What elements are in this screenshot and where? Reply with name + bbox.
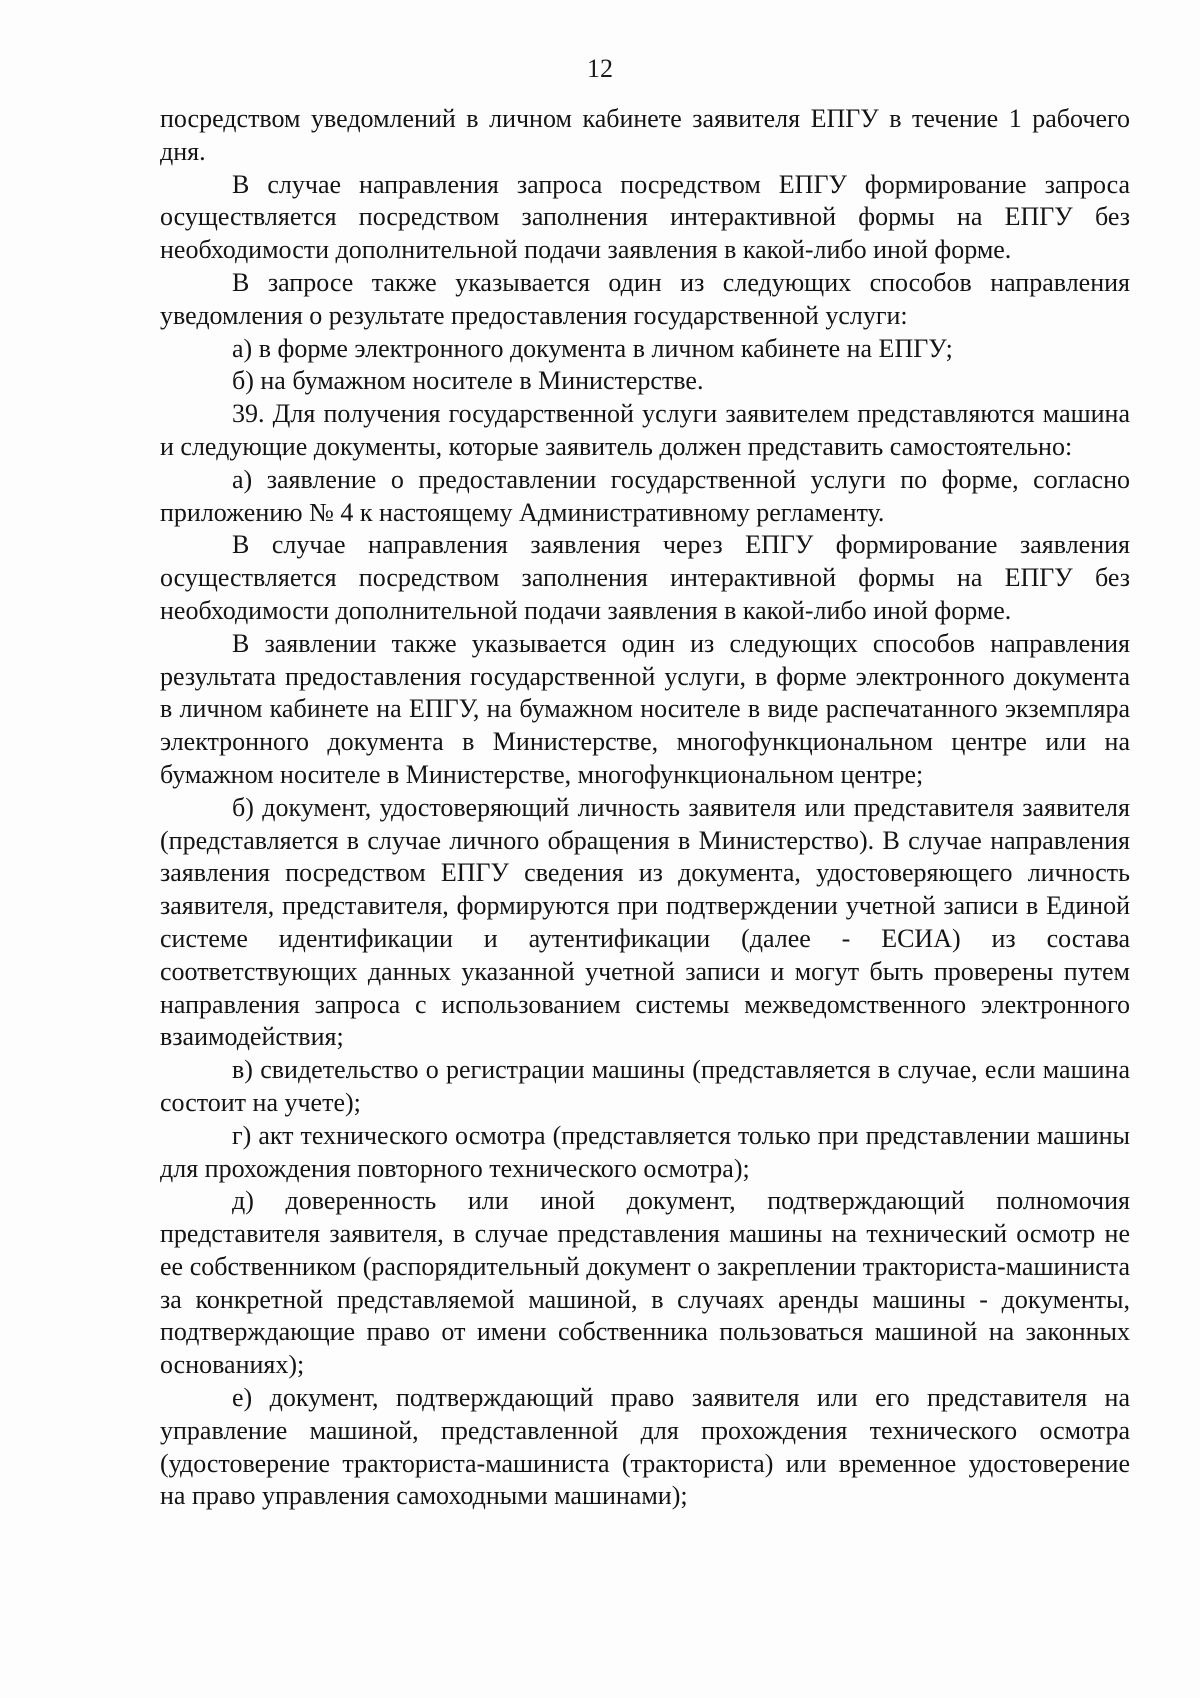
list-item-b-identity-document: б) документ, удостоверяющий личность заявителя или представителя заявителя (представляется в случае личного обращения в Министерство). В случае направления заявления посредством ЕПГУ сведения из документа, удостоверяющего личность заявителя, представителя, формируются при подтверждении учетной записи в Единой системе идентификации и аутентификации (далее - ЕСИА) из состава соответствующих данных указанной учетной записи и могут быть проверены путем направления запроса с использованием системы межведомственного электронного взаимодействия; [160,792,1130,1052]
list-item-d-power-of-attorney: д) доверенность или иной документ, подтверждающий полномочия представителя заявителя, в случае представления машины на технический осмотр не ее собственником (распорядительный документ о закреплении тракториста-машиниста за конкретной представляемой машиной, в случаях аренды машины - документы, подтверждающие право от имени собственника пользоваться машиной на законных основаниях); [160,1186,1130,1380]
list-item-a-application: а) заявление о предоставлении государственной услуги по форме, согласно приложению № 4 к настоящему Административному регламенту. [160,464,1130,527]
list-item-g-inspection-act: г) акт технического осмотра (представляется только при представлении машины для прохождения повторного технического осмотра); [160,1120,1130,1183]
paragraph-continuation: посредством уведомлений в личном кабинете заявителя ЕПГУ в течение 1 рабочего дня. [160,104,1130,166]
paragraph-epgu-application: В случае направления заявления через ЕПГУ формирование заявления осуществляется посредством заполнения интерактивной формы на ЕПГУ без необходимости дополнительной подачи заявления в какой-либо иной форме. [160,530,1130,625]
list-item-v-registration-certificate: в) свидетельство о регистрации машины (представляется в случае, если машина состоит на учете); [160,1055,1130,1117]
list-item-b-paper: б) на бумажном носителе в Министерстве. [232,366,704,396]
paragraph-result-methods: В заявлении также указывается один из следующих способов направления результата предоставления государственной услуги, в форме электронного документа в личном кабинете на ЕПГУ, на бумажном носителе в виде распечатанного экземпляра электронного документа в Министерстве, многофункциональном центре или на бумажном носителе в Министерстве, многофункциональном центре; [160,628,1130,789]
list-item-e-driver-license: е) документ, подтверждающий право заявителя или его представителя на управление машиной, представленной для прохождения технического осмотра (удостоверение тракториста-машиниста (тракториста) или временное удостоверение на право управления самоходными машинами); [160,1383,1130,1511]
list-item-a-electronic: а) в форме электронного документа в личном кабинете на ЕПГУ; [232,333,953,363]
paragraph-notification-methods: В запросе также указывается один из следующих способов направления уведомления о результате предоставления государственной услуги: [160,267,1130,330]
page-number: 12 [587,54,613,83]
paragraph-39: 39. Для получения государственной услуги заявителем представляются машина и следующие документы, которые заявитель должен представить самостоятельно: [160,399,1130,461]
paragraph-epgu-request: В случае направления запроса посредством ЕПГУ формирование запроса осуществляется посредством заполнения интерактивной формы на ЕПГУ без необходимости дополнительной подачи заявления в какой-либо иной форме. [160,169,1130,265]
document-body [160,103,1130,1513]
